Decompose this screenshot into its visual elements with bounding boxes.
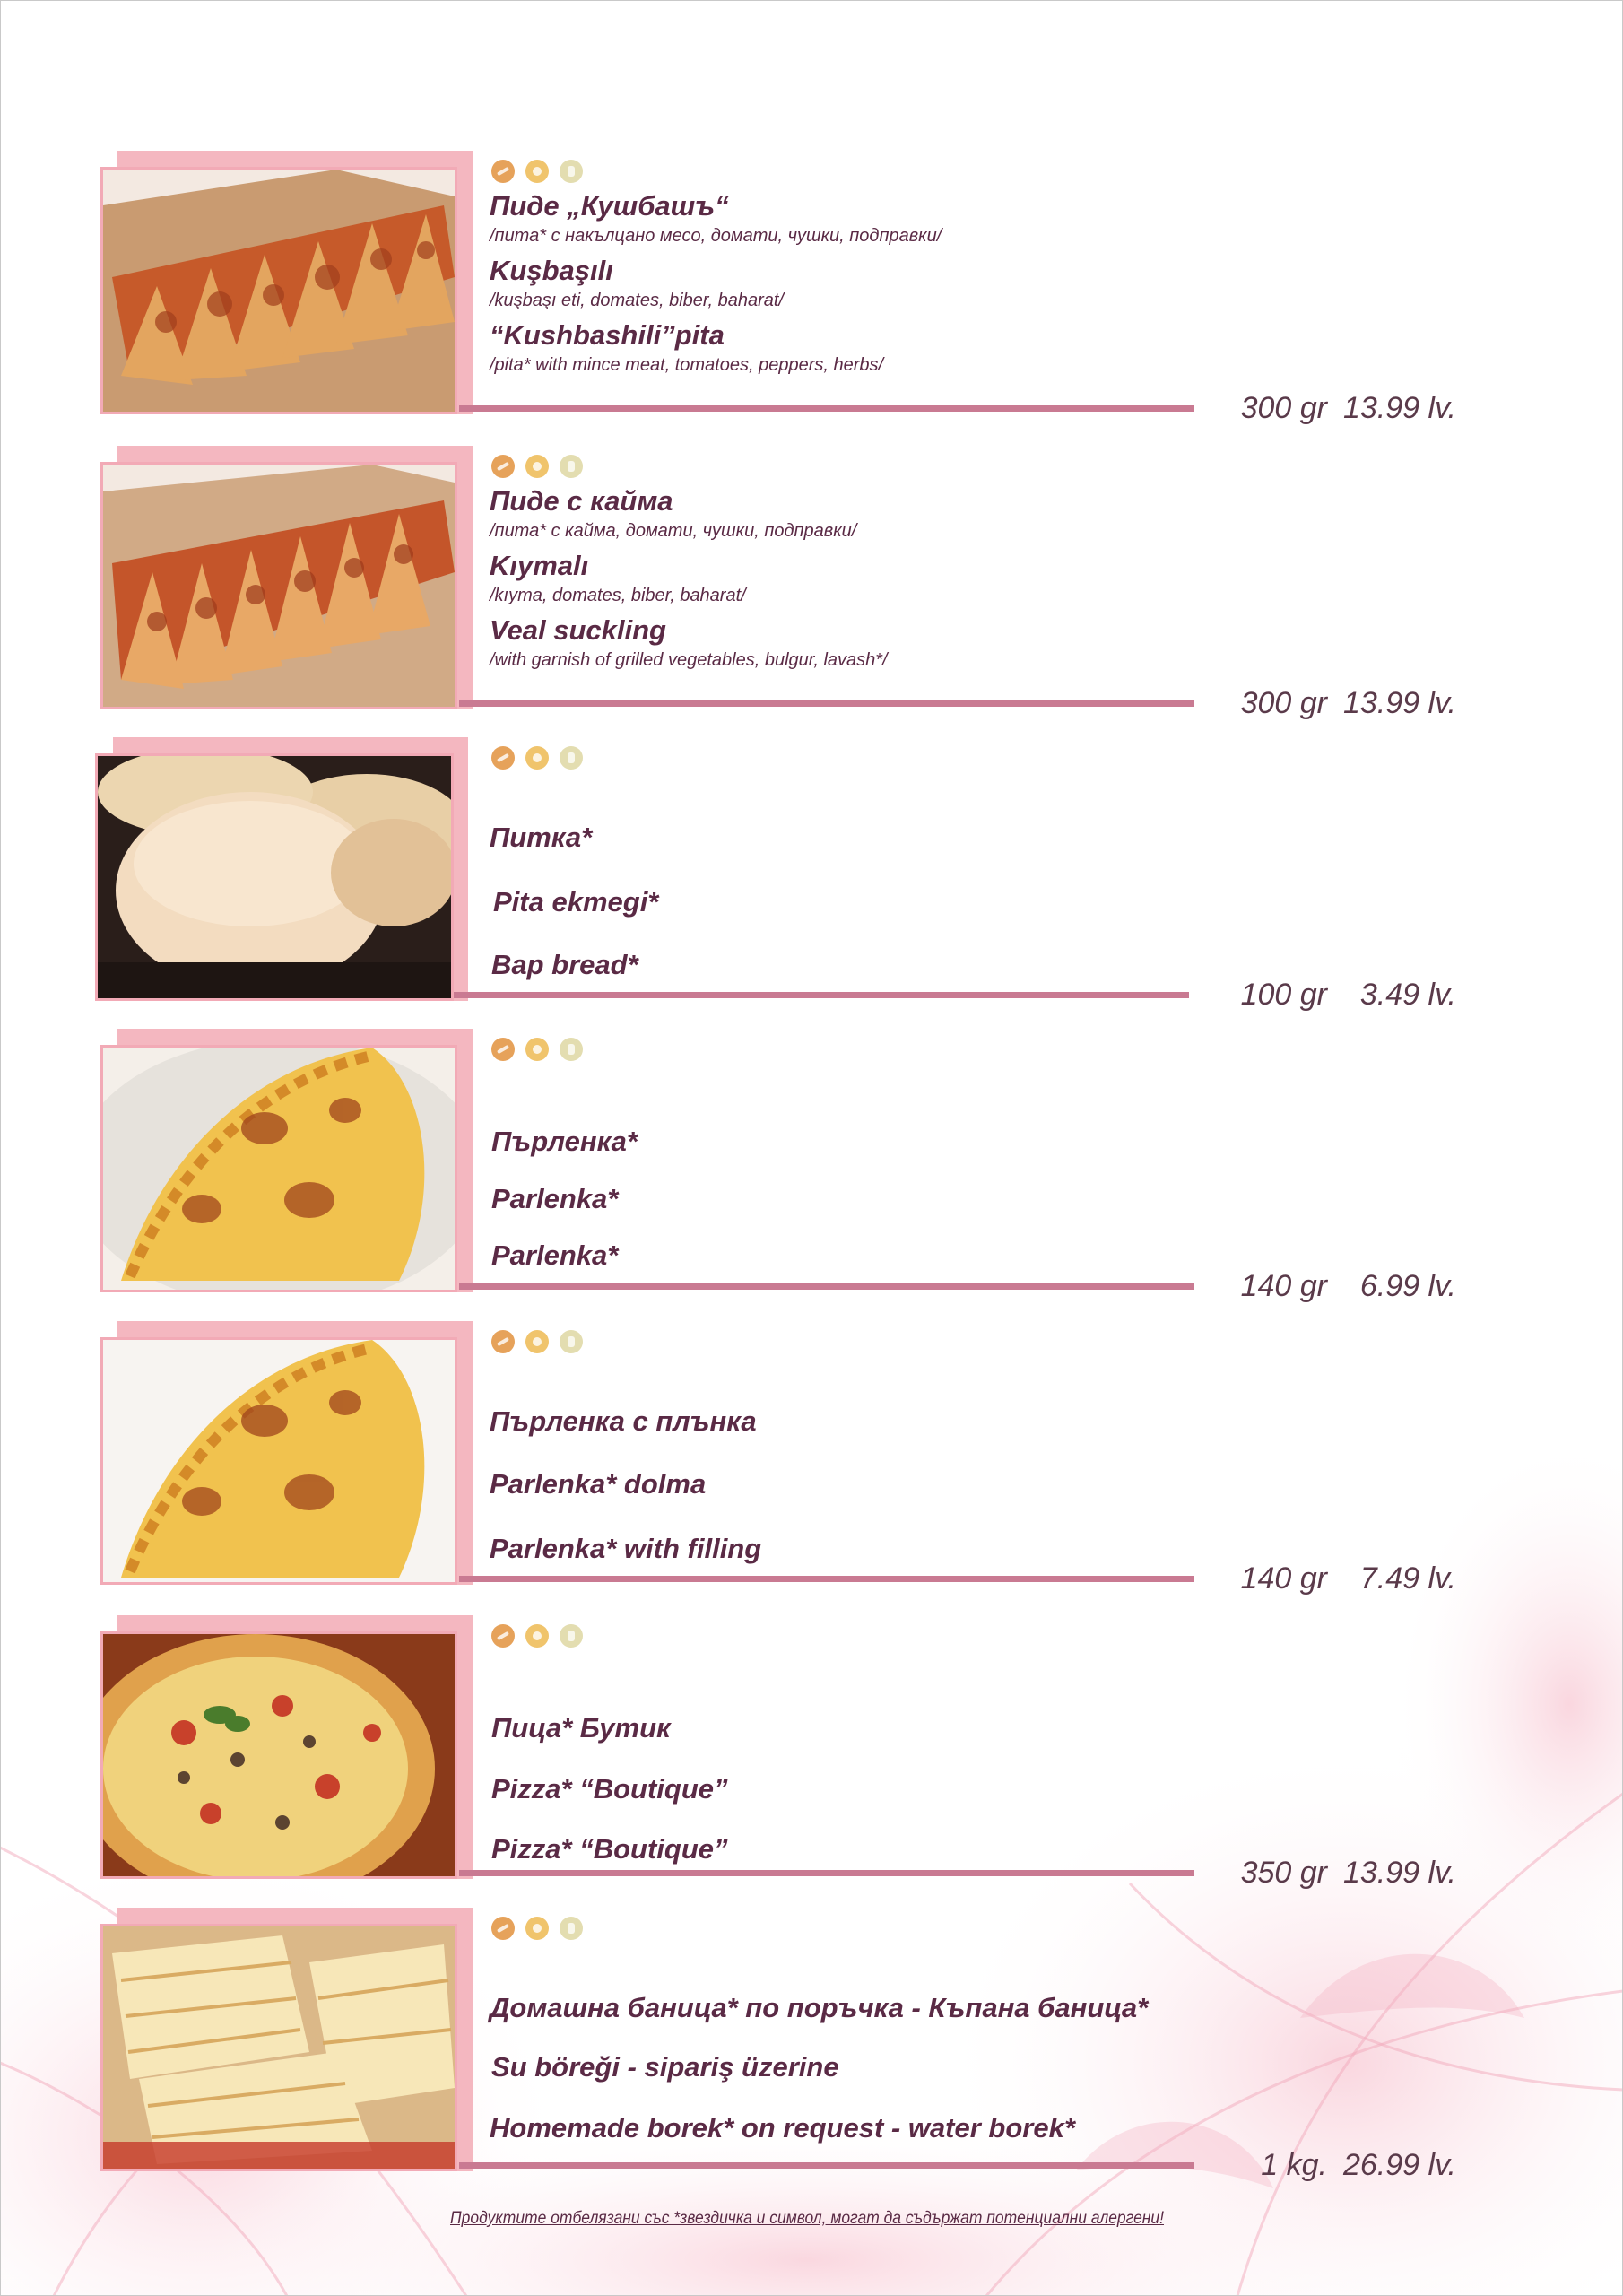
divider-rule [459,700,1194,707]
item-weight: 140 gr [1240,1269,1327,1303]
divider-rule [454,992,1189,998]
item-text [490,775,1234,999]
gluten-icon [491,746,515,770]
milk-icon [560,455,583,478]
item-weight: 1 kg. [1261,2148,1327,2182]
egg-icon [525,1038,549,1061]
menu-item [0,1321,1623,1608]
item-name-tr: Parlenka* [491,1183,619,1214]
item-text [490,483,1234,708]
item-desc-bg: /пита* с накълцано месо, домати, чушки, подправки/ [490,226,942,246]
item-name-bg: Пиде „Кушбашъ“ [490,190,729,222]
milk-icon [560,746,583,770]
milk-icon [560,1330,583,1353]
item-desc-tr: /kıyma, domates, biber, baharat/ [490,586,746,605]
divider-rule [459,2162,1194,2169]
egg-icon [525,1330,549,1353]
item-name-en: Veal suckling [490,614,666,646]
egg-icon [525,746,549,770]
item-name-tr: Pizza* “Boutique” [491,1773,728,1805]
divider-rule [459,1870,1194,1876]
allergen-icons [491,746,583,770]
menu-item [0,737,1623,1024]
item-name-bg: Домашна баница* по поръчка - Къпана баница* [490,1992,1149,2023]
item-price: 13.99 lv. [1342,391,1456,425]
menu-item [0,1029,1623,1316]
allergen-icons [491,1330,583,1353]
milk-icon [560,1917,583,1940]
dish-photo [100,1337,457,1585]
dish-photo [100,1631,457,1879]
item-text [490,1066,1234,1291]
item-weight: 100 gr [1240,978,1327,1012]
item-name-bg: Пиде с кайма [490,485,673,517]
allergen-icons [491,1624,583,1648]
egg-icon [525,1917,549,1940]
item-desc-en: /with garnish of grilled vegetables, bulgur, lavash*/ [490,650,888,670]
item-desc-tr: /kuşbaşı eti, domates, biber, baharat/ [490,291,784,310]
item-name-bg: Пица* Бутик [491,1712,671,1744]
allergen-footnote: Продуктите отбелязани със *звездичка и символ, могат да съдържат потенциални алергени! [450,2209,1165,2228]
milk-icon [560,160,583,183]
item-text [490,188,1234,413]
item-name-bg: Пърленка* [491,1126,638,1157]
item-name-tr: Kuşbaşılı [490,255,613,286]
item-price: 13.99 lv. [1342,1856,1456,1890]
item-name-tr: Kıymalı [490,550,589,581]
item-price: 3.49 lv. [1359,978,1456,1012]
item-text [490,1653,1234,1877]
item-desc-bg: /пита* с кайма, домати, чушки, подправки/ [490,521,857,541]
gluten-icon [491,1624,515,1648]
divider-rule [459,1576,1194,1582]
item-weight: 350 gr [1240,1856,1327,1890]
allergen-icons [491,455,583,478]
item-desc-en: /pita* with mince meat, tomatoes, peppers, herbs/ [490,355,884,375]
menu-item [0,446,1623,733]
item-name-en: Parlenka* with filling [490,1533,762,1564]
dish-photo [100,1924,457,2171]
item-name-en: Bap bread* [491,949,638,980]
item-name-bg: Пърленка с плънка [490,1405,757,1437]
item-text [490,1945,1234,2170]
item-name-tr: Pita ekmegi* [493,886,659,918]
dish-photo [95,753,454,1001]
item-name-tr: Parlenka* dolma [490,1468,707,1500]
item-name-en: Parlenka* [491,1239,619,1271]
milk-icon [560,1038,583,1061]
menu-item [0,151,1623,438]
milk-icon [560,1624,583,1648]
menu-item [0,1908,1623,2195]
egg-icon [525,160,549,183]
item-name-en: “Kushbashili”pita [490,319,725,351]
item-name-en: Pizza* “Boutique” [491,1833,728,1865]
item-price: 7.49 lv. [1359,1561,1456,1596]
gluten-icon [491,1330,515,1353]
gluten-icon [491,1917,515,1940]
item-text [490,1359,1234,1583]
divider-rule [459,1283,1194,1290]
divider-rule [459,405,1194,412]
item-name-en: Homemade borek* on request - water borek* [490,2112,1075,2144]
egg-icon [525,455,549,478]
gluten-icon [491,455,515,478]
item-name-bg: Питка* [490,822,593,853]
menu-item [0,1615,1623,1902]
gluten-icon [491,1038,515,1061]
egg-icon [525,1624,549,1648]
item-price: 26.99 lv. [1342,2148,1456,2182]
item-price: 13.99 lv. [1342,686,1456,720]
dish-photo [100,1045,457,1292]
allergen-icons [491,1038,583,1061]
allergen-icons [491,1917,583,1940]
dish-photo [100,167,457,414]
item-weight: 140 gr [1240,1561,1327,1596]
item-weight: 300 gr [1240,686,1327,720]
dish-photo [100,462,457,709]
item-weight: 300 gr [1240,391,1327,425]
item-name-tr: Su böreği - sipariş üzerine [491,2051,839,2083]
gluten-icon [491,160,515,183]
allergen-icons [491,160,583,183]
item-price: 6.99 lv. [1359,1269,1456,1303]
